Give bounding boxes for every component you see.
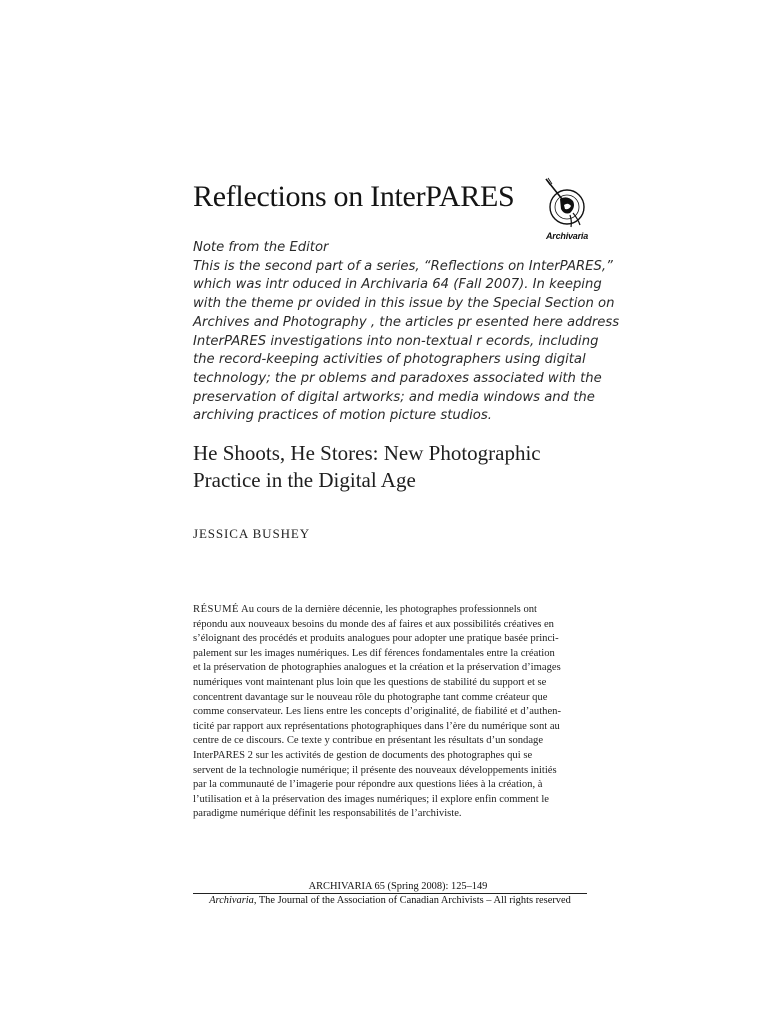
editor-note-line: preservation of digital artworks; and media windows and the	[193, 389, 595, 405]
resume-line: paradigme numérique définit les responsabilités de l’archiviste.	[193, 808, 462, 820]
article-subtitle	[193, 440, 613, 494]
editor-note-line: technology; the pr oblems and paradoxes associated with the	[193, 370, 602, 386]
resume-line: servent de la technologie numérique; il présente des nouveaux développements initiés	[193, 764, 557, 776]
footer-journal-name: Archivaria	[209, 895, 254, 906]
resume-line: palement sur les images numériques. Les dif férences fondamentales entre la création	[193, 647, 555, 659]
resume-line: par la communauté de l’imagerie pour répondre aux questions liées à la création, à	[193, 779, 543, 791]
editor-note-line: the record-keeping activities of photographers using digital	[193, 352, 586, 368]
footer-copyright-text: , The Journal of the Association of Canadian Archivists – All rights reserved	[253, 895, 571, 906]
page-footer	[193, 880, 587, 907]
resume-line: comme conservateur. Les liens entre les concepts d’originalité, de fiabilité et d’authen-	[193, 706, 561, 718]
resume-line: InterPARES 2 sur les activités de gestion de documents des photographes qui se	[193, 749, 533, 761]
archivaria-logo-text: Archivaria	[545, 231, 589, 241]
editor-note-heading: Note from the Editor	[193, 240, 329, 255]
resume-line: répondu aux nouveaux besoins du monde des af faires et aux possibilités créatives en	[193, 618, 554, 630]
resume-line: ticité par rapport aux représentations photographiques dans l’ère du numérique sont au	[193, 720, 560, 732]
resume-line: centre de ce discours. Ce texte y contribue en présentant les résultats d’un sondage	[193, 735, 544, 747]
footer-copyright	[193, 894, 587, 907]
subtitle-line: He Shoots, He Stores: New Photographic	[193, 441, 541, 465]
editor-note-line: with the theme pr ovided in this issue by the Special Section on	[193, 296, 615, 312]
subtitle-line: Practice in the Digital Age	[193, 468, 416, 492]
editor-note-line: InterPARES investigations into non-textual r ecords, including	[193, 333, 599, 349]
editor-note-line: Archives and Photography , the articles pr esented here address	[193, 314, 620, 330]
footer-citation: ARCHIVARIA 65 (Spring 2008): 125–149	[308, 881, 488, 892]
editor-note-line: which was intr oduced in Archivaria 64 (Fall 2007). In keeping	[193, 277, 602, 293]
resume-line: numériques vont maintenant plus loin que les questions de stabilité du support et se	[193, 676, 547, 688]
resume-label: RÉSUMÉ	[193, 604, 239, 615]
resume-line: s’éloignant des procédés et produits analogues pour adopter une pratique basée princi-	[193, 633, 559, 645]
resume-line: Au cours de la dernière décennie, les photographes professionnels ont	[238, 604, 537, 615]
archivaria-seal-icon	[540, 175, 592, 233]
resume-line: concentrent davantage sur le nouveau rôle du photographe tant comme créateur que	[193, 691, 548, 703]
editor-note-line: archiving practices of motion picture studios.	[193, 408, 492, 424]
resume-line: et la préservation de photographies analogues et la création et la préservation d’images	[193, 662, 561, 674]
article-title: Reflections on InterPARES	[193, 180, 515, 213]
archivaria-logo	[540, 175, 592, 243]
resume-line: l’utilisation et à la préservation des images numériques; il explore enfin comment le	[193, 793, 549, 805]
resume-first-line	[193, 603, 593, 618]
editor-note-line: This is the second part of a series, “Reflections on InterPARES,”	[193, 258, 613, 274]
author-name: JESSICA BUSHEY	[193, 526, 310, 541]
editor-note	[193, 239, 620, 426]
resume-abstract	[193, 603, 593, 822]
